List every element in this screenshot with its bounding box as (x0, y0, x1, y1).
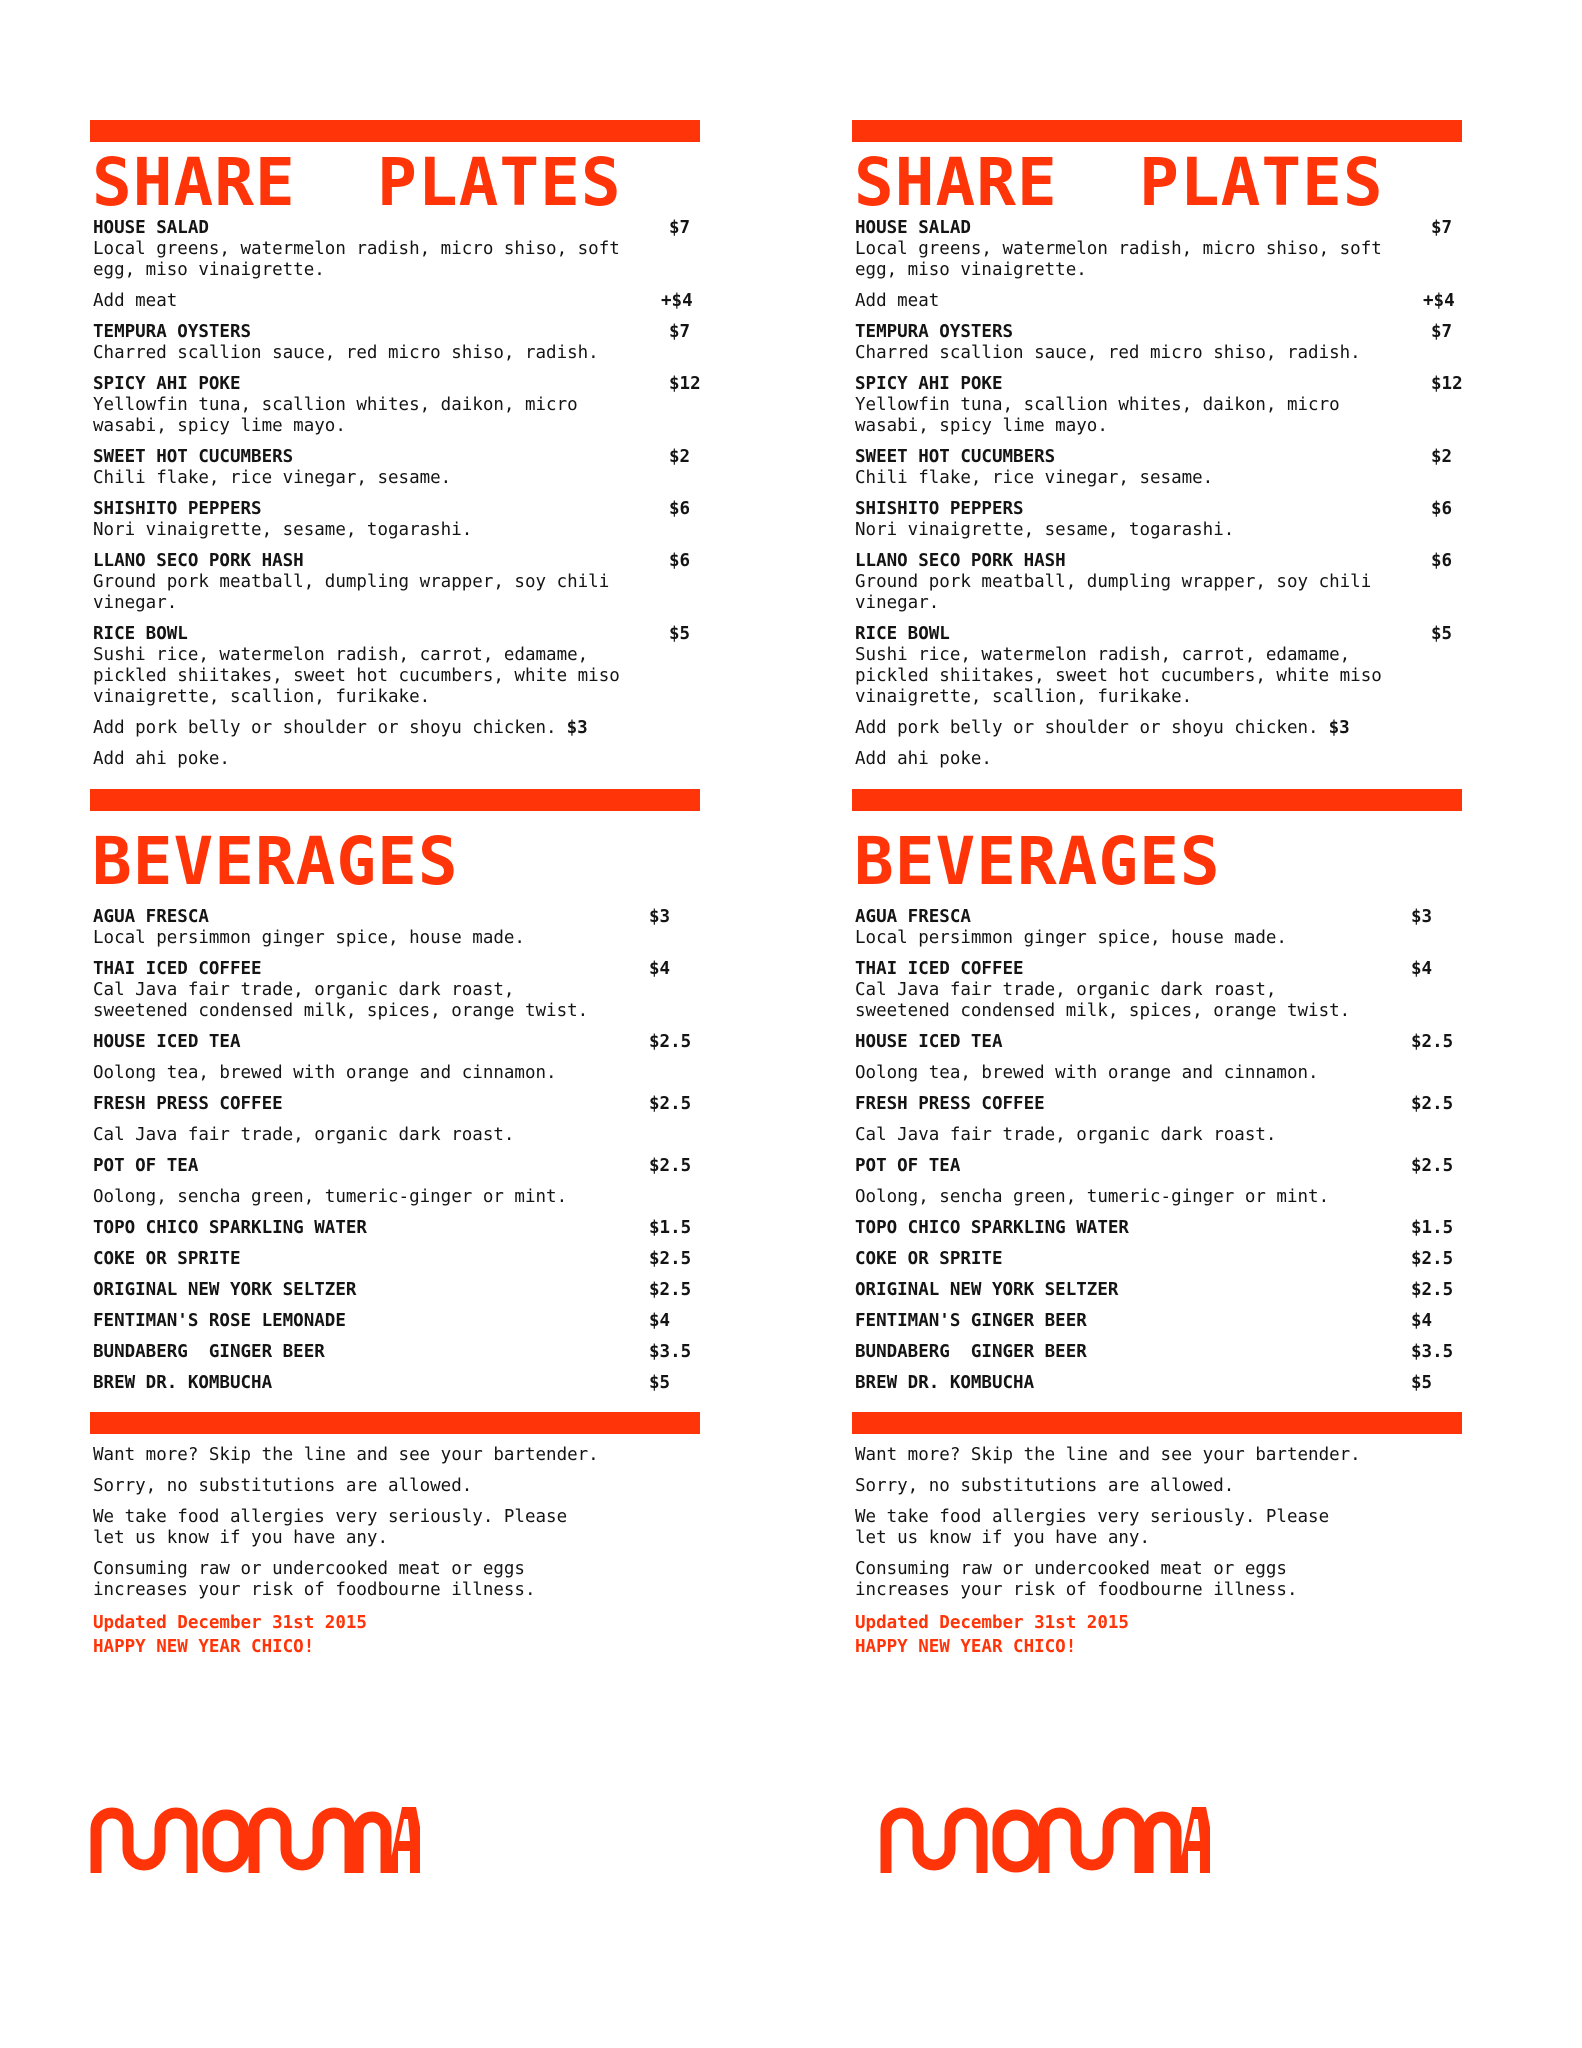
item-name: THAI ICED COFFEE (93, 959, 262, 979)
menu-item-bundaberg-ginger-beer (855, 1342, 1485, 1363)
menu-item-agua-fresca (93, 907, 723, 949)
menu-item-llano-seco-pork-hash (93, 551, 723, 614)
menu-item-rice-bowl (855, 624, 1485, 708)
item-header (93, 959, 723, 980)
item-name: LLANO SECO PORK HASH (93, 551, 304, 571)
addon-add-ahi-poke (93, 749, 723, 770)
updated-date: Updated December 31st 2015 (855, 1613, 1129, 1633)
menu-item-rice-bowl (93, 624, 723, 708)
menu-item-thai-iced-coffee (855, 959, 1485, 1022)
item-header (855, 551, 1485, 572)
divider-bar (852, 120, 1462, 142)
beverages-list (93, 907, 723, 1404)
item-header (855, 218, 1485, 239)
item-name: HOUSE SALAD (93, 218, 209, 238)
addon-add-pork-belly-or-shoulder-or-shoyu-chicken (93, 718, 723, 739)
menu-page-left (90, 0, 730, 2048)
addon-label: Add meat (855, 291, 940, 311)
menu-item-fresh-press-coffee (855, 1094, 1485, 1146)
note-substitutions: Sorry, no substitutions are allowed. (855, 1476, 1235, 1496)
momona-logo (90, 1803, 420, 1875)
menu-page-right (852, 0, 1492, 2048)
item-price: $2.5 (1411, 1249, 1454, 1269)
item-header (93, 1249, 723, 1270)
menu-item-shishito-peppers (93, 499, 723, 541)
addon-label: Add ahi poke. (855, 749, 992, 769)
divider-bar (90, 789, 700, 811)
item-description: Cal Java fair trade, organic dark roast, sweetened condensed milk, spices, orange twist. (93, 980, 589, 1021)
item-name: BREW DR. KOMBUCHA (855, 1373, 1035, 1393)
divider-bar (90, 1412, 700, 1434)
beverages-heading: BEVERAGES (854, 823, 1221, 900)
item-price: $4 (1411, 1311, 1433, 1331)
item-description: Local greens, watermelon radish, micro shiso, soft egg, miso vinaigrette. (93, 239, 620, 280)
note-substitutions: Sorry, no substitutions are allowed. (93, 1476, 473, 1496)
item-price: $7 (669, 322, 691, 342)
item-header (93, 1280, 723, 1301)
share-plates-list (93, 218, 723, 780)
item-name: COKE OR SPRITE (855, 1249, 1003, 1269)
item-name: FENTIMAN'S ROSE LEMONADE (93, 1311, 346, 1331)
item-header (855, 1280, 1485, 1301)
item-name: FENTIMAN'S GINGER BEER (855, 1311, 1087, 1331)
addon-add-pork-belly-or-shoulder-or-shoyu-chicken (855, 718, 1485, 739)
item-description: Oolong, sencha green, tumeric-ginger or mint. (855, 1187, 1330, 1207)
item-price: $3.5 (1411, 1342, 1454, 1362)
share-plates-list (855, 218, 1485, 780)
share-plates-heading: SHARE PLATES (854, 144, 1384, 221)
menu-item-tempura-oysters (855, 322, 1485, 364)
item-header (855, 374, 1485, 395)
item-price: $5 (1431, 624, 1453, 644)
item-price: $5 (669, 624, 691, 644)
item-name: HOUSE ICED TEA (855, 1032, 1003, 1052)
menu-item-coke-or-sprite (855, 1249, 1485, 1270)
menu-item-tempura-oysters (93, 322, 723, 364)
item-price: $1.5 (1411, 1218, 1454, 1238)
menu-item-topo-chico-sparkling-water (93, 1218, 723, 1239)
beverages-heading: BEVERAGES (92, 823, 459, 900)
menu-item-bundaberg-ginger-beer (93, 1342, 723, 1363)
item-name: AGUA FRESCA (855, 907, 971, 927)
item-name: SWEET HOT CUCUMBERS (855, 447, 1056, 467)
addon-label: Add ahi poke. (93, 749, 230, 769)
item-description: Chili flake, rice vinegar, sesame. (855, 468, 1214, 488)
addon-label: Add pork belly or shoulder or shoyu chicken. (93, 718, 557, 738)
divider-bar (90, 120, 700, 142)
item-price: $2.5 (649, 1156, 692, 1176)
addon-price: $3 (1328, 718, 1350, 738)
item-name: ORIGINAL NEW YORK SELTZER (855, 1280, 1119, 1300)
item-header (855, 907, 1485, 928)
notes (855, 1445, 1485, 1659)
item-header (855, 447, 1485, 468)
item-price: $2.5 (1411, 1156, 1454, 1176)
momona-logo (880, 1803, 1210, 1875)
item-price: $5 (649, 1373, 671, 1393)
item-header (93, 1311, 723, 1332)
item-price: $2.5 (649, 1280, 692, 1300)
item-name: POT OF TEA (855, 1156, 961, 1176)
item-header (93, 322, 723, 343)
item-price: $7 (669, 218, 691, 238)
note-allergies: We take food allergies very seriously. Please let us know if you have any. (93, 1507, 568, 1548)
item-name: FRESH PRESS COFFEE (93, 1094, 283, 1114)
item-name: SHISHITO PEPPERS (93, 499, 262, 519)
item-description: Yellowfin tuna, scallion whites, daikon, micro wasabi, spicy lime mayo. (93, 395, 578, 436)
item-description: Charred scallion sauce, red micro shiso, radish. (93, 343, 599, 363)
menu-item-thai-iced-coffee (93, 959, 723, 1022)
greeting: HAPPY NEW YEAR CHICO! (855, 1637, 1077, 1657)
item-header (855, 959, 1485, 980)
item-description: Cal Java fair trade, organic dark roast. (855, 1125, 1277, 1145)
item-name: ORIGINAL NEW YORK SELTZER (93, 1280, 357, 1300)
item-description: Local persimmon ginger spice, house made. (93, 928, 525, 948)
note-allergies: We take food allergies very seriously. Please let us know if you have any. (855, 1507, 1330, 1548)
item-name: TOPO CHICO SPARKLING WATER (855, 1218, 1129, 1238)
item-name: BUNDABERG GINGER BEER (855, 1342, 1087, 1362)
item-header (93, 1218, 723, 1239)
item-header (855, 1373, 1485, 1394)
item-price: $3 (649, 907, 671, 927)
item-description: Sushi rice, watermelon radish, carrot, edamame, pickled shiitakes, sweet hot cucumbers, white miso vinaigrette, scallion, furikake. (855, 645, 1382, 707)
item-price: $1.5 (649, 1218, 692, 1238)
item-header (93, 1156, 723, 1177)
item-price: $2.5 (1411, 1094, 1454, 1114)
note-raw-food: Consuming raw or undercooked meat or eggs increases your risk of foodbourne illness. (93, 1559, 536, 1600)
item-name: BUNDABERG GINGER BEER (93, 1342, 325, 1362)
item-header (855, 1249, 1485, 1270)
item-description: Nori vinaigrette, sesame, togarashi. (855, 520, 1235, 540)
menu-item-house-salad (855, 218, 1485, 281)
item-description: Local greens, watermelon radish, micro shiso, soft egg, miso vinaigrette. (855, 239, 1382, 280)
item-description: Oolong tea, brewed with orange and cinnamon. (855, 1063, 1319, 1083)
item-description: Ground pork meatball, dumpling wrapper, soy chili vinegar. (93, 572, 610, 613)
item-header (93, 1094, 723, 1115)
item-name: SHISHITO PEPPERS (855, 499, 1024, 519)
item-header (93, 218, 723, 239)
item-name: SPICY AHI POKE (93, 374, 241, 394)
item-name: HOUSE ICED TEA (93, 1032, 241, 1052)
item-header (855, 624, 1485, 645)
item-price: $2.5 (649, 1249, 692, 1269)
addon-add-meat (855, 291, 1485, 312)
item-header (93, 1342, 723, 1363)
item-header (855, 1342, 1485, 1363)
item-price: $7 (1431, 218, 1453, 238)
item-header (855, 1032, 1485, 1053)
menu-item-pot-of-tea (855, 1156, 1485, 1208)
addon-label: Add meat (93, 291, 178, 311)
menu-item-fentiman-s-ginger-beer (855, 1311, 1485, 1332)
item-price: $2 (1431, 447, 1453, 467)
item-price: $4 (649, 1311, 671, 1331)
menu-item-shishito-peppers (855, 499, 1485, 541)
addon-price: $3 (566, 718, 588, 738)
item-name: TEMPURA OYSTERS (855, 322, 1014, 342)
menu-item-agua-fresca (855, 907, 1485, 949)
notes (93, 1445, 723, 1659)
item-price: $2.5 (1411, 1032, 1454, 1052)
item-name: FRESH PRESS COFFEE (855, 1094, 1045, 1114)
item-header (855, 499, 1485, 520)
menu-item-house-iced-tea (93, 1032, 723, 1084)
item-name: TOPO CHICO SPARKLING WATER (93, 1218, 367, 1238)
menu-item-brew-dr-kombucha (93, 1373, 723, 1394)
share-plates-heading: SHARE PLATES (92, 144, 622, 221)
menu-item-spicy-ahi-poke (93, 374, 723, 437)
item-price: $2.5 (649, 1032, 692, 1052)
item-header (93, 624, 723, 645)
item-price: $6 (669, 551, 691, 571)
beverages-list (855, 907, 1485, 1404)
item-price: $3 (1411, 907, 1433, 927)
item-price: $4 (1411, 959, 1433, 979)
item-name: RICE BOWL (855, 624, 950, 644)
item-name: TEMPURA OYSTERS (93, 322, 252, 342)
item-header (855, 322, 1485, 343)
item-header (855, 1311, 1485, 1332)
item-description: Cal Java fair trade, organic dark roast. (93, 1125, 515, 1145)
item-price: $7 (1431, 322, 1453, 342)
item-price: $12 (669, 374, 701, 394)
item-description: Oolong tea, brewed with orange and cinnamon. (93, 1063, 557, 1083)
item-price: $4 (649, 959, 671, 979)
item-price: $5 (1411, 1373, 1433, 1393)
addon-add-meat (93, 291, 723, 312)
item-header (93, 1032, 723, 1053)
divider-bar (852, 1412, 1462, 1434)
note-bartender: Want more? Skip the line and see your bartender. (93, 1445, 599, 1465)
item-name: BREW DR. KOMBUCHA (93, 1373, 273, 1393)
item-name: HOUSE SALAD (855, 218, 971, 238)
addon-price: +$4 (1423, 291, 1455, 311)
item-name: LLANO SECO PORK HASH (855, 551, 1066, 571)
item-price: $2.5 (649, 1094, 692, 1114)
menu-item-pot-of-tea (93, 1156, 723, 1208)
addon-price: +$4 (661, 291, 693, 311)
item-header (93, 499, 723, 520)
menu-item-fresh-press-coffee (93, 1094, 723, 1146)
item-description: Charred scallion sauce, red micro shiso, radish. (855, 343, 1361, 363)
item-header (93, 907, 723, 928)
item-header (855, 1094, 1485, 1115)
item-price: $2.5 (1411, 1280, 1454, 1300)
item-price: $2 (669, 447, 691, 467)
menu-item-llano-seco-pork-hash (855, 551, 1485, 614)
menu-item-spicy-ahi-poke (855, 374, 1485, 437)
item-header (855, 1156, 1485, 1177)
item-header (93, 551, 723, 572)
item-description: Oolong, sencha green, tumeric-ginger or mint. (93, 1187, 568, 1207)
item-name: COKE OR SPRITE (93, 1249, 241, 1269)
item-price: $6 (1431, 551, 1453, 571)
menu-item-brew-dr-kombucha (855, 1373, 1485, 1394)
menu-item-sweet-hot-cucumbers (855, 447, 1485, 489)
item-description: Ground pork meatball, dumpling wrapper, soy chili vinegar. (855, 572, 1372, 613)
updated-date: Updated December 31st 2015 (93, 1613, 367, 1633)
menu-item-sweet-hot-cucumbers (93, 447, 723, 489)
note-raw-food: Consuming raw or undercooked meat or eggs increases your risk of foodbourne illness. (855, 1559, 1298, 1600)
item-name: SPICY AHI POKE (855, 374, 1003, 394)
item-header (93, 447, 723, 468)
menu-item-fentiman-s-rose-lemonade (93, 1311, 723, 1332)
item-name: POT OF TEA (93, 1156, 199, 1176)
item-name: AGUA FRESCA (93, 907, 209, 927)
item-price: $6 (1431, 499, 1453, 519)
item-description: Local persimmon ginger spice, house made. (855, 928, 1287, 948)
item-name: SWEET HOT CUCUMBERS (93, 447, 294, 467)
item-name: THAI ICED COFFEE (855, 959, 1024, 979)
item-header (93, 1373, 723, 1394)
item-description: Sushi rice, watermelon radish, carrot, edamame, pickled shiitakes, sweet hot cucumbers, white miso vinaigrette, scallion, furikake. (93, 645, 620, 707)
item-description: Cal Java fair trade, organic dark roast, sweetened condensed milk, spices, orange twist. (855, 980, 1351, 1021)
item-description: Yellowfin tuna, scallion whites, daikon, micro wasabi, spicy lime mayo. (855, 395, 1340, 436)
menu-item-original-new-york-seltzer (93, 1280, 723, 1301)
item-price: $6 (669, 499, 691, 519)
menu-item-house-salad (93, 218, 723, 281)
addon-label: Add pork belly or shoulder or shoyu chicken. (855, 718, 1319, 738)
greeting: HAPPY NEW YEAR CHICO! (93, 1637, 315, 1657)
divider-bar (852, 789, 1462, 811)
item-name: RICE BOWL (93, 624, 188, 644)
menu-item-house-iced-tea (855, 1032, 1485, 1084)
item-header (93, 374, 723, 395)
menu-item-topo-chico-sparkling-water (855, 1218, 1485, 1239)
addon-add-ahi-poke (855, 749, 1485, 770)
item-price: $12 (1431, 374, 1463, 394)
menu-item-coke-or-sprite (93, 1249, 723, 1270)
item-header (855, 1218, 1485, 1239)
menu-item-original-new-york-seltzer (855, 1280, 1485, 1301)
item-price: $3.5 (649, 1342, 692, 1362)
item-description: Nori vinaigrette, sesame, togarashi. (93, 520, 473, 540)
note-bartender: Want more? Skip the line and see your bartender. (855, 1445, 1361, 1465)
item-description: Chili flake, rice vinegar, sesame. (93, 468, 452, 488)
